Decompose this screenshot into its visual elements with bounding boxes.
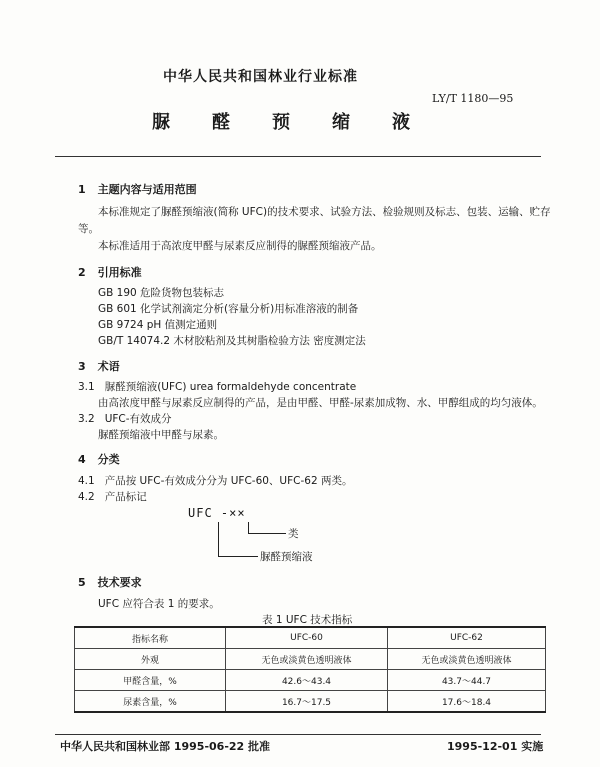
section-title: 术语 — [97, 360, 120, 373]
term-3-2 — [78, 411, 172, 426]
section-1-heading — [78, 181, 197, 197]
table-cell: 17.6～18.4 — [388, 691, 546, 713]
marking-label-class: 类 — [288, 528, 299, 540]
term-title: 脲醛预缩液(UFC) urea formaldehyde concentrate — [104, 381, 357, 393]
product-marking-diagram — [188, 506, 368, 566]
clause-number: 4.2 — [78, 491, 95, 503]
standard-title: 中华人民共和国林业行业标准 — [163, 69, 358, 85]
marking-connector — [248, 533, 286, 534]
section-title: 主题内容与适用范围 — [97, 183, 197, 196]
clause-number: 4.1 — [78, 475, 95, 487]
table-cell: 42.6～43.4 — [226, 670, 388, 691]
marking-label-name: 脲醛预缩液 — [260, 551, 313, 563]
marking-connector — [218, 556, 258, 557]
term-3-2-description: 脲醛预缩液中甲醛与尿素。 — [98, 429, 224, 441]
section-title: 引用标准 — [97, 266, 142, 279]
document-code: LY/T 1180—95 — [432, 92, 514, 105]
table-header-row — [75, 627, 546, 649]
table-header-cell: 指标名称 — [75, 627, 226, 649]
section-number: 5 — [78, 576, 86, 589]
table-row — [75, 670, 546, 691]
table-cell: 甲醛含量，% — [75, 670, 226, 691]
section-5-heading — [78, 574, 142, 590]
clause-text: 产品按 UFC-有效成分分为 UFC-60、UFC-62 两类。 — [104, 475, 353, 487]
main-title-char: 脲 — [152, 112, 170, 133]
table-cell: 无色或淡黄色透明液体 — [226, 649, 388, 670]
marking-code: UFC -×× — [188, 506, 246, 520]
section-1-para-1-line-2: 等。 — [78, 223, 99, 235]
approval-line: 中华人民共和国林业部 1995-06-22 批准 — [60, 740, 271, 753]
implementation-date: 1995-12-01 实施 — [447, 740, 544, 753]
section-number: 1 — [78, 183, 86, 196]
table-row — [75, 649, 546, 670]
table-cell: 无色或淡黄色透明液体 — [388, 649, 546, 670]
section-2-heading — [78, 264, 142, 280]
term-3-1-description: 由高浓度甲醛与尿素反应制得的产品，是由甲醛、甲醛-尿素加成物、水、甲醇组成的均匀液体。 — [98, 397, 543, 409]
section-number: 2 — [78, 266, 86, 279]
marking-connector — [248, 522, 249, 533]
section-title: 技术要求 — [97, 576, 142, 589]
table-header-cell: UFC-62 — [388, 627, 546, 649]
spec-table — [74, 626, 546, 713]
reference-item: GB 9724 pH 值测定通则 — [98, 319, 218, 331]
section-number: 4 — [78, 453, 86, 466]
section-number: 3 — [78, 360, 86, 373]
clause-text: 产品标记 — [104, 491, 147, 503]
section-title: 分类 — [97, 453, 120, 466]
term-3-1 — [78, 379, 356, 394]
term-title: UFC-有效成分 — [104, 413, 172, 425]
clause-4-1 — [78, 473, 352, 488]
main-title-char: 缩 — [332, 112, 350, 133]
table-cell: 16.7～17.5 — [226, 691, 388, 713]
section-4-heading — [78, 451, 120, 467]
main-title-char: 预 — [272, 112, 290, 133]
section-5-intro: UFC 应符合表 1 的要求。 — [98, 598, 220, 610]
table-caption: 表 1 UFC 技术指标 — [262, 614, 353, 626]
main-title-char: 液 — [392, 112, 410, 133]
header-divider — [55, 156, 541, 157]
reference-item: GB 190 危险货物包装标志 — [98, 287, 225, 299]
clause-number: 3.2 — [78, 413, 95, 425]
section-3-heading — [78, 358, 120, 374]
reference-item: GB/T 14074.2 木材胶粘剂及其树脂检验方法 密度测定法 — [98, 335, 366, 347]
table-cell: 外观 — [75, 649, 226, 670]
table-row — [75, 691, 546, 713]
table-cell: 43.7～44.7 — [388, 670, 546, 691]
clause-4-2 — [78, 489, 147, 504]
section-1-para-2: 本标准适用于高浓度甲醛与尿素反应制得的脲醛预缩液产品。 — [98, 240, 382, 252]
footer-divider — [55, 734, 541, 735]
main-title-char: 醛 — [212, 112, 230, 133]
clause-number: 3.1 — [78, 381, 95, 393]
reference-item: GB 601 化学试剂滴定分析(容量分析)用标准溶液的制备 — [98, 303, 359, 315]
table-header-cell: UFC-60 — [226, 627, 388, 649]
main-title — [152, 108, 452, 134]
section-1-para-1-line-1: 本标准规定了脲醛预缩液(简称 UFC)的技术要求、试验方法、检验规则及标志、包装、运输、贮存 — [98, 206, 551, 218]
table-cell: 尿素含量，% — [75, 691, 226, 713]
marking-connector — [218, 522, 219, 556]
